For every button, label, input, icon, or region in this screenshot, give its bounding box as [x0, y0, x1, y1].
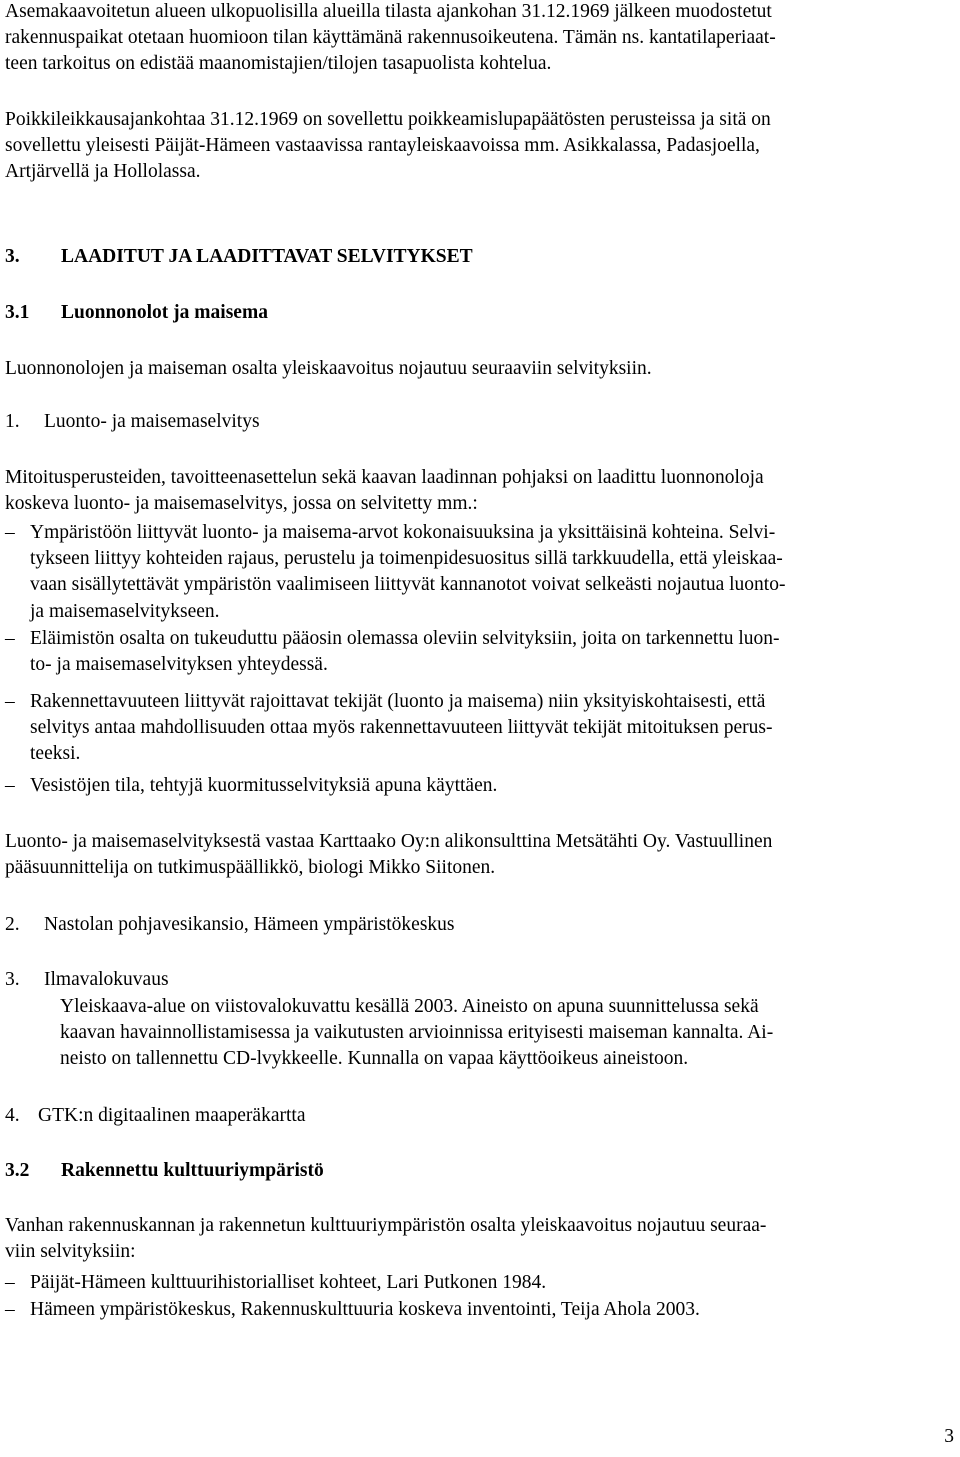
list-item: – Ympäristöön liittyvät luonto- ja maisema-arvot kokonaisuuksina ja yksittäisinä kohteina. Selvi- tykseen liittyy kohteiden rajaus, perustelu ja toimenpidesuositus sillä tarkkuudella, että yleiskaa- vaan sisällytettävät ympäristön vaalimiseen liittyvät kannanotot voivat selkeästi nojautua luonto- ja maisemaselvitykseen. — [5, 522, 786, 622]
intro-paragraph-2: Poikkileikkausajankohtaa 31.12.1969 on sovellettu poikkeamislupapäätösten perusteissa ja sitä on sovellettu yleisesti Päijät-Hämeen vastaavissa rantayleiskaavoissa mm. Asikkalassa, Padasjoella, Artjärvellä ja Hollolassa. — [5, 109, 771, 183]
section-3-2-heading: 3.2 Rakennettu kulttuuriympäristö — [5, 1160, 324, 1181]
item-1-author: Luonto- ja maisemaselvityksestä vastaa Karttaako Oy:n alikonsulttina Metsätähti Oy. Vastuullinen pääsuunnittelija on tutkimuspäällikkö, biologi Mikko Siitonen. — [5, 831, 773, 879]
dash-bullet: – — [5, 1299, 15, 1320]
list-item: – Hämeen ympäristökeskus, Rakennuskulttuuria koskeva inventointi, Teija Ahola 2003. — [5, 1297, 700, 1323]
dash-bullet: – — [5, 522, 15, 543]
intro-paragraph-1: Asemakaavoitetun alueen ulkopuolisilla alueilla tilasta ajankohan 31.12.1969 jälkeen muodostetut rakennuspaikat otetaan huomioon tilan käyttämänä rakennusoikeutena. Tämän ns. kantatilaperiaat- teen tarkoitus on edistää maanomistajien/tilojen tasapuolista kohtelua. — [5, 1, 776, 75]
item-4-heading: 4. GTK:n digitaalinen maaperäkartta — [5, 1105, 306, 1126]
list-item: – Päijät-Hämeen kulttuurihistorialliset kohteet, Lari Putkonen 1984. — [5, 1270, 546, 1296]
item-3-description: Yleiskaava-alue on viistovalokuvattu kesällä 2003. Aineisto on apuna suunnittelussa sekä kaavan havainnollistamisessa ja vaikutusten arvioinnissa erityisesti maiseman kannalta. Ai- neisto on tallennettu CD-lvykkeelle. Kunnalla on vapaa käyttöoikeus aineistoon. — [60, 996, 774, 1070]
dash-bullet: – — [5, 775, 15, 796]
section-3-1-intro: Luonnonolojen ja maiseman osalta yleiskaavoitus nojautuu seuraaviin selvityksiin. — [5, 358, 652, 379]
item-3-heading: 3. Ilmavalokuvaus — [5, 969, 169, 990]
item-2-heading: 2. Nastolan pohjavesikansio, Hämeen ympäristökeskus — [5, 914, 455, 935]
item-1-heading: 1. Luonto- ja maisemaselvitys — [5, 411, 260, 432]
section-3-heading: 3. LAADITUT JA LAADITTAVAT SELVITYKSET — [5, 246, 473, 267]
list-item: – Vesistöjen tila, tehtyjä kuormitusselvityksiä apuna käyttäen. — [5, 773, 497, 799]
page-number: 3 — [944, 1426, 954, 1447]
dash-bullet: – — [5, 1272, 15, 1293]
dash-bullet: – — [5, 691, 15, 712]
item-1-description: Mitoitusperusteiden, tavoitteenasettelun sekä kaavan laadinnan pohjaksi on laadittu luonnonoloja koskeva luonto- ja maisemaselvitys, jossa on selvitetty mm.: — [5, 467, 764, 515]
dash-bullet: – — [5, 628, 15, 649]
section-3-1-heading: 3.1 Luonnonolot ja maisema — [5, 302, 268, 323]
section-3-2-intro: Vanhan rakennuskannan ja rakennetun kulttuuriympäristön osalta yleiskaavoitus nojautuu seuraa- viin selvityksiin: — [5, 1215, 767, 1263]
list-item: – Eläimistön osalta on tukeuduttu pääosin olemassa oleviin selvityksiin, joita on tarkennettu luon- to- ja maisemaselvityksen yhteydessä. — [5, 628, 780, 676]
list-item: – Rakennettavuuteen liittyvät rajoittavat tekijät (luonto ja maisema) niin yksityiskohtaisesti, että selvitys antaa mahdollisuuden ottaa myös rakennettavuuteen liittyvät tekijät mitoituksen perus- teeksi. — [5, 691, 773, 765]
